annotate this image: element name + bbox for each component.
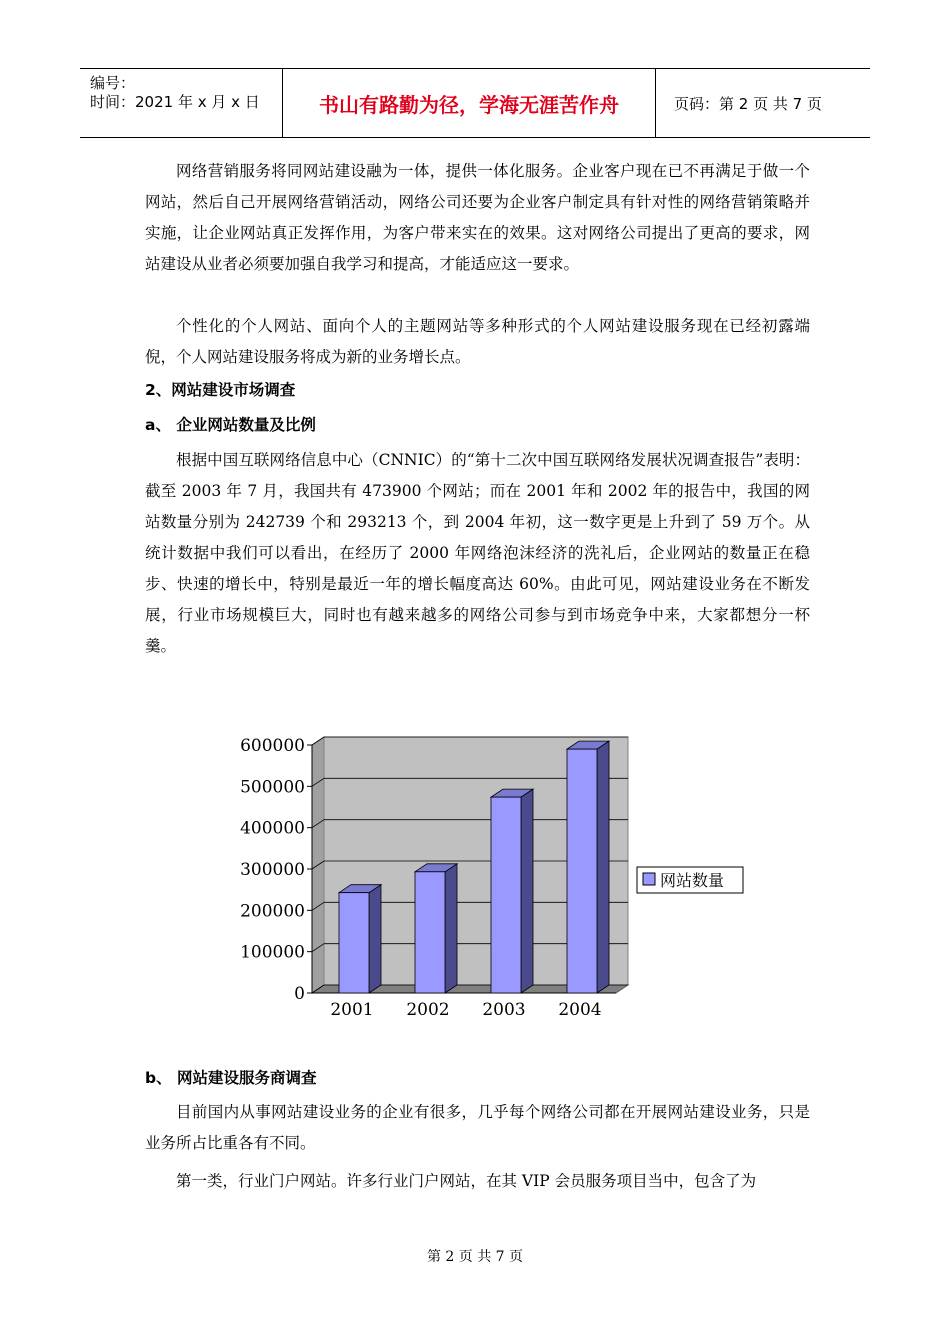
- header-motto: 书山有路勤为径，学海无涯苦作舟: [282, 69, 656, 137]
- y-tick-label: 0: [294, 984, 305, 1004]
- bar-side: [369, 885, 381, 993]
- bar-side: [597, 741, 609, 993]
- legend-label: 网站数量: [660, 871, 725, 890]
- bar-side: [445, 864, 457, 993]
- bar: [415, 872, 445, 993]
- header-page-text: 页码：第 2 页 共 7 页: [674, 94, 822, 113]
- doc-number-label: 编号：: [90, 74, 136, 92]
- y-tick-label: 600000: [240, 736, 305, 756]
- x-tick-label: 2004: [558, 1000, 602, 1020]
- y-tick-label: 300000: [240, 860, 305, 880]
- paragraph-4: 目前国内从事网站建设业务的企业有很多，几乎每个网络公司都在开展网站建设业务，只是业务所占比重各有不同。: [145, 1103, 810, 1152]
- bar: [567, 749, 597, 993]
- page-footer: 第 2 页 共 7 页: [426, 1249, 524, 1265]
- paragraph-3: 根据中国互联网络信息中心（CNNIC）的“第十二次中国互联网络发展状况调查报告”表明：截至 2003 年 7 月，我国共有 473900 个网站；而在 2001 年和 2002 年的报告中，我国的网站数量分别为 242739 个和 293213 个，到 2004 年初，这一数字更是上升到了 59 万个。从统计数据中我们可以看出，在经历了 2000 年网络泡沫经济的洗礼后，企业网站的数量正在稳步、快速的增长中，特别是最近一年的增长幅度高达 60%。由此可见，网站建设业务在不断发展，行业市场规模巨大，同时也有越来越多的网络公司参与到市场竞争中来，大家都想分一杯羹。: [145, 451, 810, 655]
- header-table: [80, 68, 870, 138]
- y-tick-label: 500000: [240, 777, 305, 798]
- y-tick-label: 100000: [240, 942, 305, 963]
- bar: [339, 893, 369, 993]
- x-tick-label: 2003: [482, 1000, 526, 1020]
- y-tick-label: 400000: [240, 818, 305, 839]
- paragraph-2: 个性化的个人网站、面向个人的主题网站等多种形式的个人网站建设服务现在已经初露端倪，个人网站建设服务将成为新的业务增长点。: [145, 317, 810, 366]
- paragraph-1: 网络营销服务将同网站建设融为一体，提供一体化服务。企业客户现在已不再满足于做一个网站，然后自己开展网络营销活动，网络公司还要为企业客户制定具有针对性的网络营销策略并实施，让企业网站真正发挥作用，为客户带来实在的效果。这对网络公司提出了更高的要求，网站建设从业者必须要加强自我学习和提高，才能适应这一要求。: [145, 162, 810, 273]
- bar-side: [521, 789, 533, 993]
- doc-time-label: 时间：2021 年 x 月 x 日: [90, 93, 260, 111]
- y-tick-label: 200000: [240, 901, 305, 922]
- heading-b: b、 网站建设服务商调查: [145, 1069, 317, 1087]
- bar-chart: [240, 725, 760, 1025]
- header-page-label: [664, 69, 870, 137]
- legend-swatch: [643, 873, 655, 885]
- header-meta-cell: [80, 69, 282, 137]
- heading-2: 2、网站建设市场调查: [145, 381, 296, 399]
- bar: [491, 797, 521, 993]
- heading-a: a、 企业网站数量及比例: [145, 416, 316, 434]
- x-tick-label: 2002: [406, 1000, 450, 1020]
- x-tick-label: 2001: [330, 1000, 374, 1020]
- paragraph-5: 第一类，行业门户网站。许多行业门户网站，在其 VIP 会员服务项目当中，包含了为: [176, 1172, 757, 1190]
